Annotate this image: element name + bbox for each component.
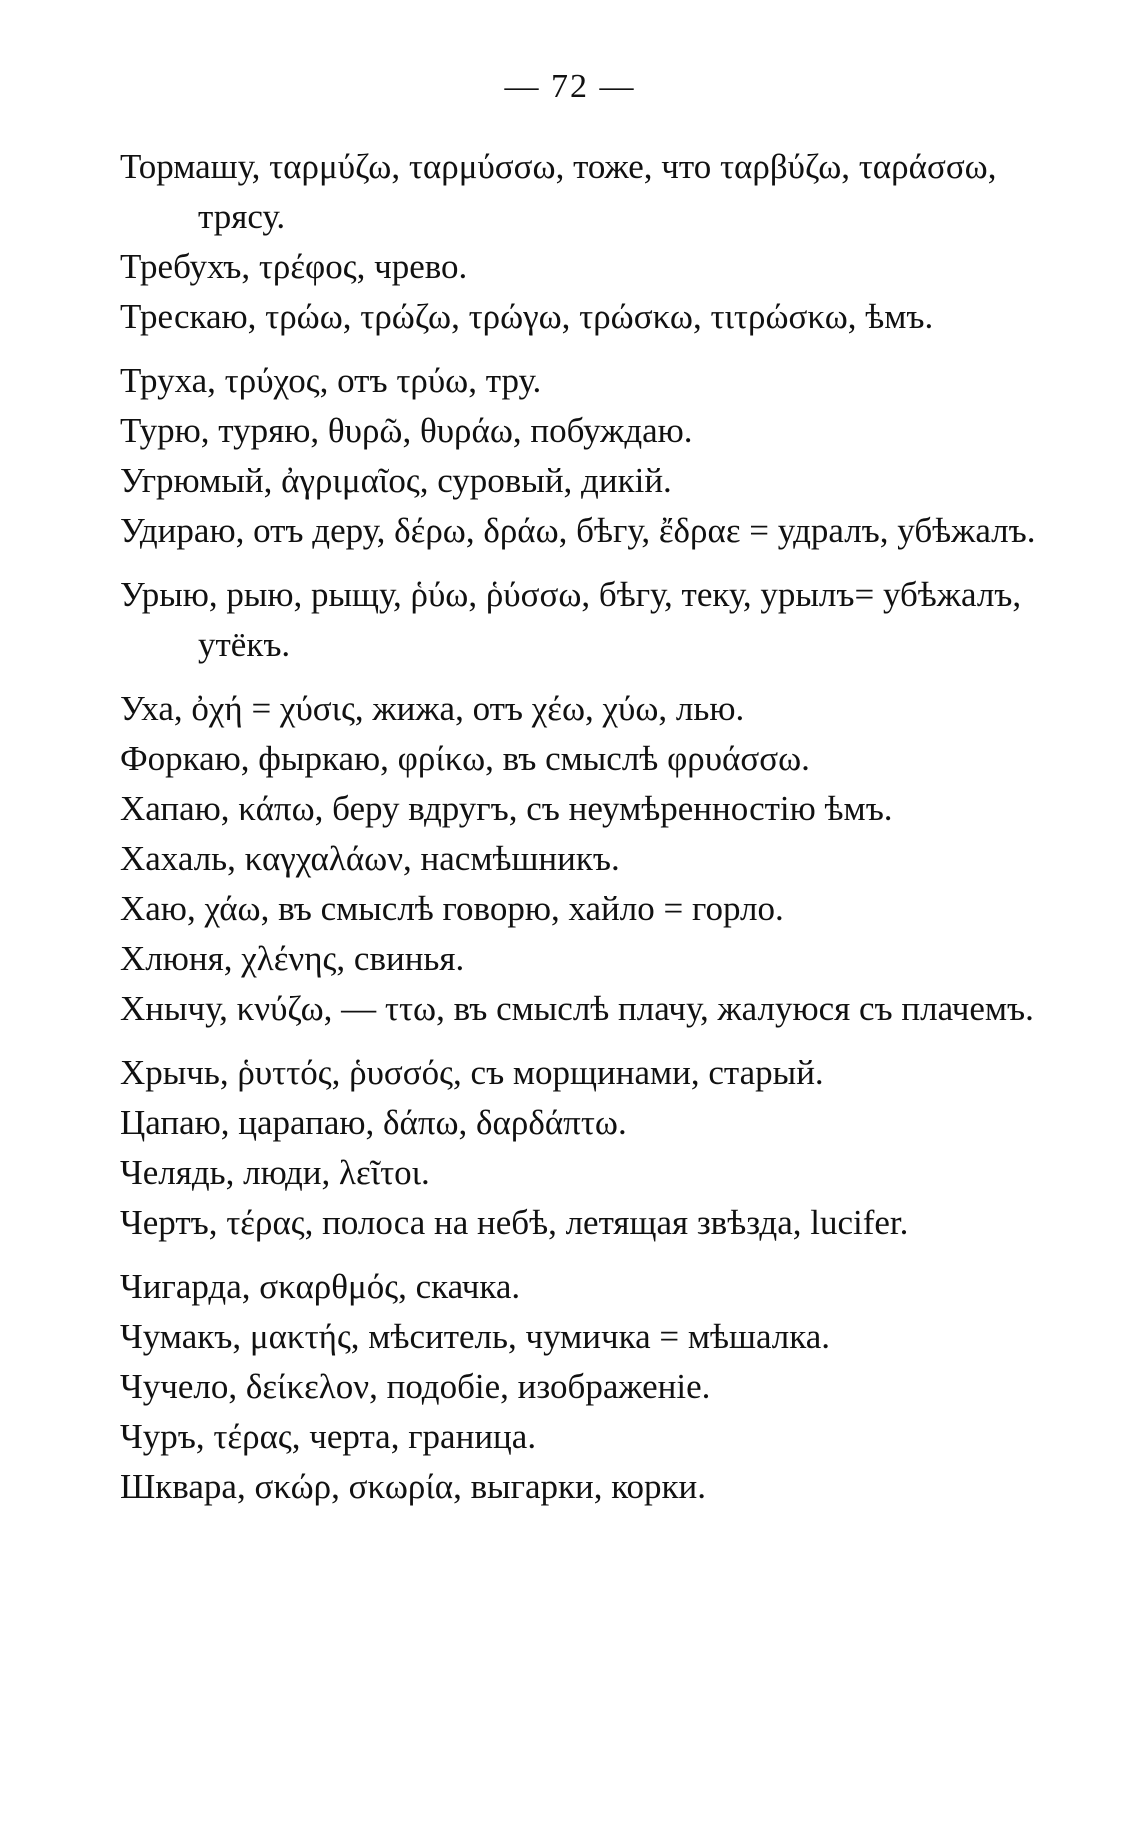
- dictionary-entry: Чертъ, τέρας, полоса на небѣ, летящая звѣзда, lucifer.: [120, 1203, 909, 1242]
- dictionary-entry: Хнычу, κνύζω, — ττω, въ смыслѣ плачу, жалуюся съ плачемъ.: [120, 989, 1034, 1028]
- dictionary-entry: Шквара, σκώρ, σκωρία, выгарки, корки.: [120, 1467, 706, 1506]
- dictionary-entry: Хахаль, καγχαλάων, насмѣшникъ.: [120, 839, 620, 878]
- dictionary-entry: Труха, τρύχος, отъ τρύω, тру.: [120, 361, 542, 400]
- dictionary-entry: Цапаю, царапаю, δάπω, δαρδάπτω.: [120, 1103, 627, 1142]
- dictionary-entry: Удираю, отъ деру, δέρω, δράω, бѣгу, ἔδραε = удралъ, убѣжалъ.: [120, 511, 1036, 550]
- dictionary-entry: Требухъ, τρέφος, чрево.: [120, 247, 468, 286]
- dictionary-entry: Трескаю, τρώω, τρώζω, τρώγω, τρώσκω, τιτρώσκω, ѣмъ.: [120, 297, 934, 336]
- page-number: — 72 —: [504, 68, 636, 105]
- dictionary-entry: Турю, туряю, θυρῶ, θυράω, побуждаю.: [120, 411, 693, 450]
- dictionary-entry: Угрюмый, ἀγριμαῖος, суровый, дикій.: [120, 461, 672, 500]
- dictionary-entry: Форкаю, фыркаю, φρίκω, въ смыслѣ φρυάσσω.: [120, 739, 810, 778]
- dictionary-entry: Хапаю, κάπω, беру вдругъ, съ неумѣренностію ѣмъ.: [120, 789, 893, 828]
- dictionary-entry: Челядь, люди, λεῖτοι.: [120, 1153, 430, 1192]
- dictionary-entry: Хрычь, ῥυττός, ῥυσσός, съ морщинами, старый.: [120, 1053, 824, 1092]
- dictionary-entries: [120, 142, 1088, 1512]
- dictionary-entry: Хлюня, χλένης, свинья.: [120, 939, 465, 978]
- dictionary-entry: Урыю, рыю, рыщу, ῥύω, ῥύσσω, бѣгу, теку, урылъ= убѣжалъ, утёкъ.: [120, 575, 1022, 664]
- dictionary-entry: Чуръ, τέρας, черта, граница.: [120, 1417, 537, 1456]
- dictionary-entry: Чучело, δείκελον, подобіе, изображеніе.: [120, 1367, 711, 1406]
- dictionary-entry: Уха, ὀχή = χύσις, жижа, отъ χέω, χύω, лью.: [120, 689, 745, 728]
- dictionary-entry: Хаю, χάω, въ смыслѣ говорю, хайло = горло.: [120, 889, 784, 928]
- dictionary-entry: Тормашу, ταρμύζω, ταρμύσσω, тоже, что ταρβύζω, ταράσσω, трясу.: [120, 147, 997, 236]
- dictionary-entry: Чумакъ, μακτής, мѣситель, чумичка = мѣшалка.: [120, 1317, 831, 1356]
- dictionary-entry: Чигарда, σκαρθμός, скачка.: [120, 1267, 521, 1306]
